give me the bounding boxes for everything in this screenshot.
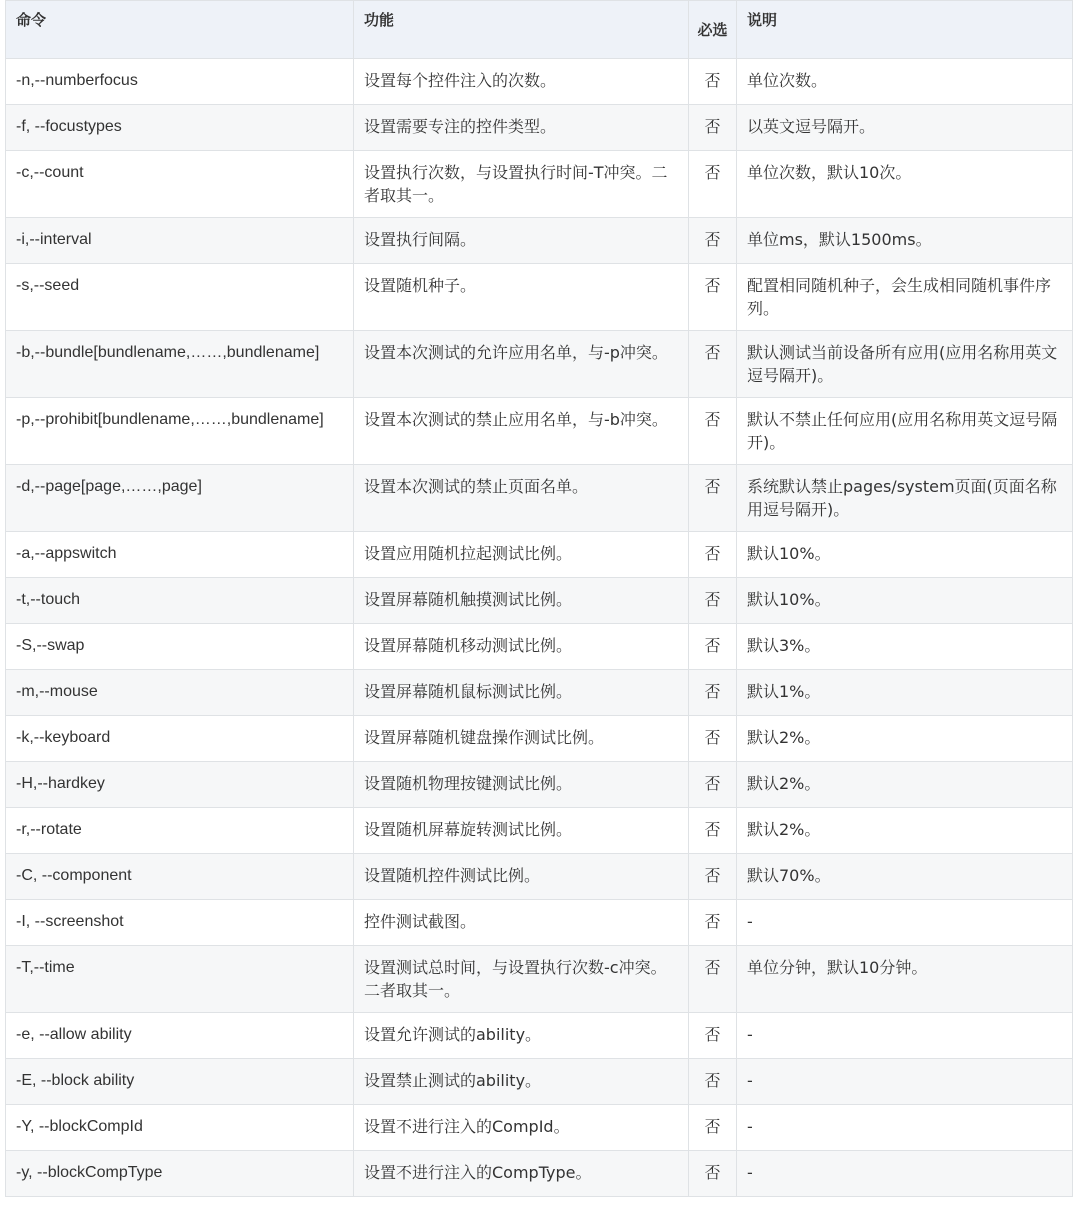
header-command: 命令	[6, 1, 354, 59]
cell-description: 单位次数。	[737, 59, 1073, 105]
header-function: 功能	[354, 1, 689, 59]
cell-description: 默认3%。	[737, 624, 1073, 670]
table-row	[6, 532, 1073, 578]
table-row	[6, 1059, 1073, 1105]
header-required: 必选	[689, 1, 737, 59]
cell-required: 否	[689, 105, 737, 151]
cell-command: -t,--touch	[6, 578, 354, 624]
cell-function: 设置执行间隔。	[354, 218, 689, 264]
cell-function: 设置随机控件测试比例。	[354, 854, 689, 900]
cell-required: 否	[689, 762, 737, 808]
cell-required: 否	[689, 1059, 737, 1105]
cell-description: -	[737, 1059, 1073, 1105]
cell-required: 否	[689, 854, 737, 900]
cell-command: -T,--time	[6, 946, 354, 1013]
table-row	[6, 105, 1073, 151]
parameter-table	[5, 0, 1073, 1197]
table-row	[6, 900, 1073, 946]
table-header	[6, 1, 1073, 59]
table-row	[6, 808, 1073, 854]
cell-function: 设置执行次数，与设置执行时间-T冲突。二者取其一。	[354, 151, 689, 218]
table-row	[6, 716, 1073, 762]
cell-command: -a,--appswitch	[6, 532, 354, 578]
table-row	[6, 59, 1073, 105]
cell-description: 默认不禁止任何应用(应用名称用英文逗号隔开)。	[737, 398, 1073, 465]
cell-command: -p,--prohibit[bundlename,……,bundlename]	[6, 398, 354, 465]
cell-function: 设置屏幕随机触摸测试比例。	[354, 578, 689, 624]
cell-function: 设置测试总时间，与设置执行次数-c冲突。二者取其一。	[354, 946, 689, 1013]
header-row	[6, 1, 1073, 59]
cell-required: 否	[689, 1151, 737, 1197]
table-row	[6, 854, 1073, 900]
cell-function: 设置本次测试的禁止页面名单。	[354, 465, 689, 532]
cell-required: 否	[689, 218, 737, 264]
cell-required: 否	[689, 900, 737, 946]
table-row	[6, 331, 1073, 398]
cell-command: -c,--count	[6, 151, 354, 218]
cell-function: 设置随机种子。	[354, 264, 689, 331]
cell-command: -r,--rotate	[6, 808, 354, 854]
cell-required: 否	[689, 59, 737, 105]
cell-command: -n,--numberfocus	[6, 59, 354, 105]
cell-description: 默认1%。	[737, 670, 1073, 716]
cell-required: 否	[689, 264, 737, 331]
cell-description: -	[737, 1013, 1073, 1059]
table-row	[6, 578, 1073, 624]
cell-description: -	[737, 1151, 1073, 1197]
cell-description: 单位次数，默认10次。	[737, 151, 1073, 218]
table-row	[6, 1013, 1073, 1059]
cell-command: -i,--interval	[6, 218, 354, 264]
cell-command: -I, --screenshot	[6, 900, 354, 946]
cell-command: -d,--page[page,……,page]	[6, 465, 354, 532]
cell-required: 否	[689, 1105, 737, 1151]
table-row	[6, 670, 1073, 716]
table-row	[6, 218, 1073, 264]
cell-command: -e, --allow ability	[6, 1013, 354, 1059]
cell-description: 默认70%。	[737, 854, 1073, 900]
cell-command: -S,--swap	[6, 624, 354, 670]
cell-description: 默认10%。	[737, 578, 1073, 624]
cell-function: 控件测试截图。	[354, 900, 689, 946]
cell-function: 设置需要专注的控件类型。	[354, 105, 689, 151]
cell-description: 单位ms，默认1500ms。	[737, 218, 1073, 264]
cell-required: 否	[689, 465, 737, 532]
table-row	[6, 398, 1073, 465]
cell-command: -y, --blockCompType	[6, 1151, 354, 1197]
table-row	[6, 762, 1073, 808]
cell-function: 设置本次测试的禁止应用名单，与-b冲突。	[354, 398, 689, 465]
cell-description: -	[737, 900, 1073, 946]
cell-function: 设置禁止测试的ability。	[354, 1059, 689, 1105]
cell-command: -b,--bundle[bundlename,……,bundlename]	[6, 331, 354, 398]
cell-required: 否	[689, 331, 737, 398]
cell-function: 设置屏幕随机键盘操作测试比例。	[354, 716, 689, 762]
cell-description: 单位分钟，默认10分钟。	[737, 946, 1073, 1013]
table-row	[6, 624, 1073, 670]
cell-required: 否	[689, 151, 737, 218]
cell-command: -C, --component	[6, 854, 354, 900]
cell-function: 设置不进行注入的CompId。	[354, 1105, 689, 1151]
table-row	[6, 1105, 1073, 1151]
cell-description: 默认2%。	[737, 808, 1073, 854]
cell-function: 设置不进行注入的CompType。	[354, 1151, 689, 1197]
cell-function: 设置每个控件注入的次数。	[354, 59, 689, 105]
header-description: 说明	[737, 1, 1073, 59]
cell-required: 否	[689, 946, 737, 1013]
cell-function: 设置屏幕随机移动测试比例。	[354, 624, 689, 670]
cell-required: 否	[689, 398, 737, 465]
cell-function: 设置随机屏幕旋转测试比例。	[354, 808, 689, 854]
cell-required: 否	[689, 624, 737, 670]
cell-command: -k,--keyboard	[6, 716, 354, 762]
cell-command: -E, --block ability	[6, 1059, 354, 1105]
cell-description: 默认测试当前设备所有应用(应用名称用英文逗号隔开)。	[737, 331, 1073, 398]
cell-function: 设置随机物理按键测试比例。	[354, 762, 689, 808]
cell-function: 设置本次测试的允许应用名单，与-p冲突。	[354, 331, 689, 398]
cell-command: -s,--seed	[6, 264, 354, 331]
table-body	[6, 59, 1073, 1197]
table-row	[6, 465, 1073, 532]
cell-function: 设置允许测试的ability。	[354, 1013, 689, 1059]
cell-description: -	[737, 1105, 1073, 1151]
table-row	[6, 264, 1073, 331]
cell-required: 否	[689, 532, 737, 578]
cell-description: 默认2%。	[737, 716, 1073, 762]
cell-description: 默认2%。	[737, 762, 1073, 808]
cell-required: 否	[689, 578, 737, 624]
cell-function: 设置应用随机拉起测试比例。	[354, 532, 689, 578]
cell-command: -H,--hardkey	[6, 762, 354, 808]
cell-command: -m,--mouse	[6, 670, 354, 716]
cell-required: 否	[689, 808, 737, 854]
cell-required: 否	[689, 670, 737, 716]
table-row	[6, 151, 1073, 218]
cell-description: 默认10%。	[737, 532, 1073, 578]
cell-required: 否	[689, 1013, 737, 1059]
cell-required: 否	[689, 716, 737, 762]
cell-description: 以英文逗号隔开。	[737, 105, 1073, 151]
table-row	[6, 946, 1073, 1013]
cell-description: 配置相同随机种子，会生成相同随机事件序列。	[737, 264, 1073, 331]
cell-command: -Y, --blockCompId	[6, 1105, 354, 1151]
cell-command: -f, --focustypes	[6, 105, 354, 151]
table-row	[6, 1151, 1073, 1197]
cell-function: 设置屏幕随机鼠标测试比例。	[354, 670, 689, 716]
cell-description: 系统默认禁止pages/system页面(页面名称用逗号隔开)。	[737, 465, 1073, 532]
